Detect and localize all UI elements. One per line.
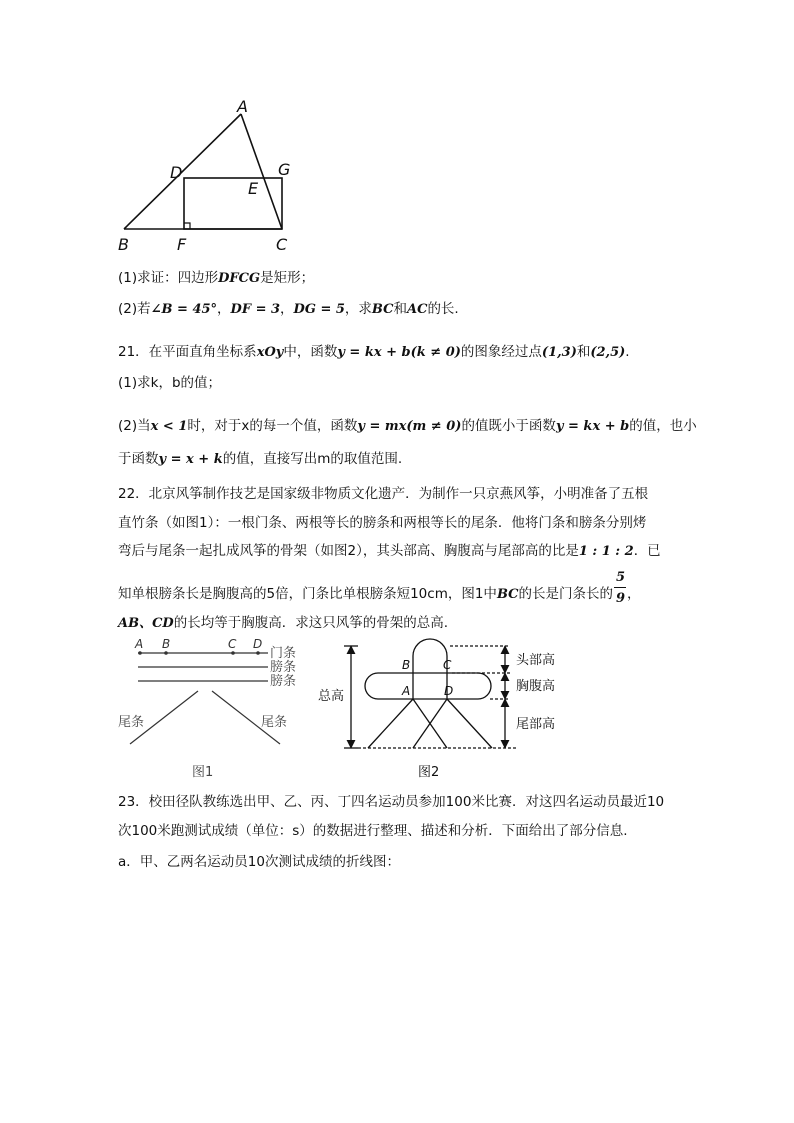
label-wing-stick-1: 膀条 <box>270 660 297 675</box>
q22-line5: AB、CD的长均等于胸腹高．求这只风筝的骨架的总高. <box>118 615 448 631</box>
point-label-d: D <box>170 163 183 182</box>
q23-line1: 23．校田径队教练选出甲、乙、丙、丁四名运动员参加100米比赛．对这四名运动员最近10 <box>118 794 665 810</box>
wing-loop <box>365 673 491 699</box>
kite1-label-c: C <box>228 637 237 651</box>
q21-part2: (2)当x < 1时，对于x的每一个值，函数y = mx(m ≠ 0)的值既小于函数y = kx + b的值，也小 <box>118 418 697 434</box>
q22-line1: 22．北京风筝制作技艺是国家级非物质文化遗产．为制作一只京燕风筝，小明准备了五根 <box>118 486 649 502</box>
q21-stem: 21．在平面直角坐标系xOy中，函数y = kx + b(k ≠ 0)的图象经过点(1,3)和(2,5). <box>118 344 630 360</box>
door-point-d <box>256 651 260 655</box>
kite2-label-d: D <box>444 684 454 698</box>
q20-part1: (1)求证：四边形DFCG是矩形； <box>118 270 315 286</box>
label-tail-height: 尾部高 <box>516 717 556 732</box>
q22-line3: 弯后与尾条一起扎成风筝的骨架（如图2），其头部高、胸腹高与尾部高的比是1 : 1 : 2．已 <box>118 543 661 559</box>
label-tail-left: 尾条 <box>118 715 145 730</box>
segment-ba <box>124 114 241 229</box>
figure-2-caption: 图2 <box>418 765 440 780</box>
figure-1-caption: 图1 <box>192 765 214 780</box>
fraction-five-ninths: $\frac{5}{9}$ <box>616 570 626 606</box>
kite1-label-a: A <box>135 637 144 651</box>
q21-part2-cont: 于函数y = x + k的值，直接写出m的取值范围. <box>118 451 403 467</box>
label-head-height: 头部高 <box>516 653 556 668</box>
point-label-e: E <box>248 179 259 198</box>
q23-line2: 次100米跑测试成绩（单位：s）的数据进行整理、描述和分析．下面给出了部分信息. <box>118 823 628 839</box>
geometry-figure <box>110 98 310 258</box>
door-point-b <box>164 651 168 655</box>
q22-line4: 知单根膀条长是胸腹高的5倍，门条比单根膀条短10cm，图1中BC的长是门条长的 $\frac{5}{9}$ ， <box>118 570 641 606</box>
label-total-height: 总高 <box>318 689 345 704</box>
kite2-label-c: C <box>443 658 452 672</box>
kite2-label-b: B <box>402 658 411 672</box>
segment-ac <box>241 114 282 229</box>
label-tail-right: 尾条 <box>261 715 288 730</box>
door-point-c <box>231 651 235 655</box>
tail-left-line <box>368 699 413 748</box>
door-arch <box>413 639 447 699</box>
point-label-b: B <box>118 235 129 254</box>
q23-line3: a．甲、乙两名运动员10次测试成绩的折线图： <box>118 854 400 870</box>
tail-right-line <box>447 699 492 748</box>
door-point-a <box>138 651 142 655</box>
point-label-g: G <box>278 160 291 179</box>
q21-part1: (1)求k，b的值； <box>118 375 222 391</box>
point-label-f: F <box>177 235 187 254</box>
q22-line2: 直竹条（如图1）：一根门条、两根等长的膀条和两根等长的尾条．他将门条和膀条分别烤 <box>118 515 647 531</box>
right-angle-mark <box>184 223 190 229</box>
kite-figure-2 <box>318 636 618 782</box>
kite2-label-a: A <box>402 684 411 698</box>
fraction-bar <box>614 587 626 588</box>
kite1-label-b: B <box>162 637 171 651</box>
point-label-c: C <box>276 235 288 254</box>
point-label-a: A <box>237 97 248 116</box>
label-door-stick: 门条 <box>270 646 297 661</box>
q20-part2: (2)若∠B = 45°，DF = 3，DG = 5，求BC和AC的长. <box>118 301 459 317</box>
label-wing-stick-2: 膀条 <box>270 674 297 689</box>
label-chest-height: 胸腹高 <box>516 679 556 694</box>
kite-figure-1 <box>118 636 308 782</box>
kite1-label-d: D <box>253 637 263 651</box>
